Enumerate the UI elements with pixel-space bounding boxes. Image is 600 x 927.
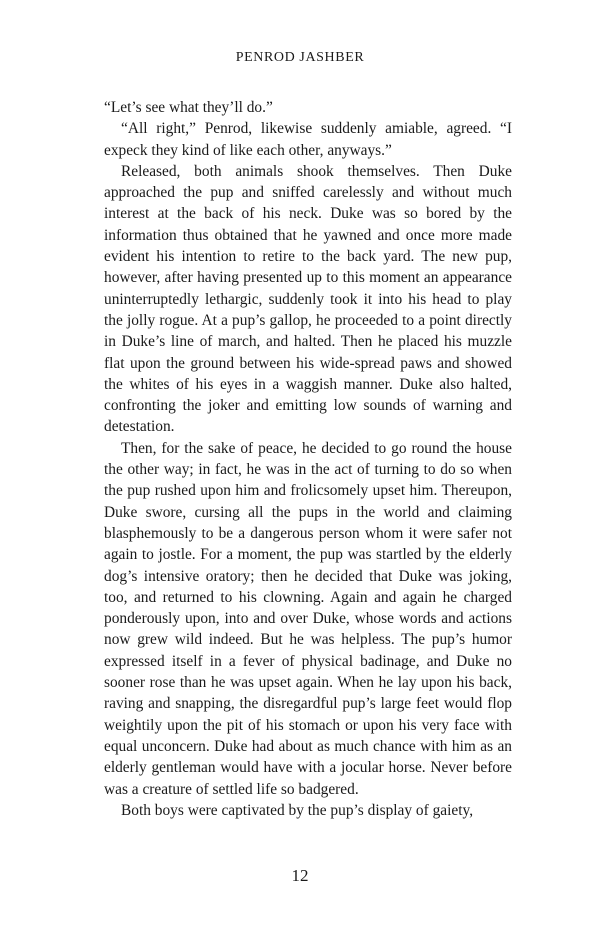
paragraph: “All right,” Penrod, likewise suddenly amiable, agreed. “I expeck they kind of like each other, anyways.” — [104, 120, 512, 159]
paragraph: Released, both animals shook themselves. Then Duke approached the pup and sniffed carelessly and without much interest at the back of his neck. Duke was so bored by the information thus obtained that he yawned and once more made evident his intention to retire to the back yard. The new pup, however, after having presented up to this moment an appearance uninterruptedly lethargic, suddenly took it into his head to play the jolly rogue. At a pup’s gallop, he proceeded to a point directly in Duke’s line of march, and halted. Then he placed his muzzle flat upon the ground between his wide-spread paws and showed the whites of his eyes in a waggish manner. Duke also halted, confronting the joker and emitting low sounds of warning and detestation. — [104, 162, 512, 436]
paragraph: “Let’s see what they’ll do.” — [104, 99, 273, 116]
paragraph: Then, for the sake of peace, he decided to go round the house the other way; in fact, he was in the act of turning to do so when the pup rushed upon him and frolicsomely upset him. Thereupon, Duke swore, cursing all the pups in the world and claiming blasphemously to be a dangerous person whom it were safer not again to jostle. For a moment, the pup was startled by the elderly dog’s intensive oratory; then he decided that Duke was joking, too, and returned to his clowning. Again and again he charged ponderously upon, into and over Duke, whose words and actions now grew wild indeed. But he was helpless. The pup’s humor expressed itself in a fever of physical badinage, and Duke no sooner rose than he was upset again. When he lay upon his back, raving and snapping, the disregardful pup’s large feet would flop weightily upon the pit of his stomach or upon his very face with equal unconcern. Duke had about as much chance with him as an elderly gentleman would have with a jocular horse. Never before was a creature of settled life so badgered. — [104, 439, 512, 798]
page-number: 12 — [291, 866, 309, 885]
running-title: PENROD JASHBER — [235, 50, 365, 65]
body-text — [104, 97, 512, 821]
paragraph: Both boys were captivated by the pup’s display of gaiety, — [121, 801, 474, 819]
